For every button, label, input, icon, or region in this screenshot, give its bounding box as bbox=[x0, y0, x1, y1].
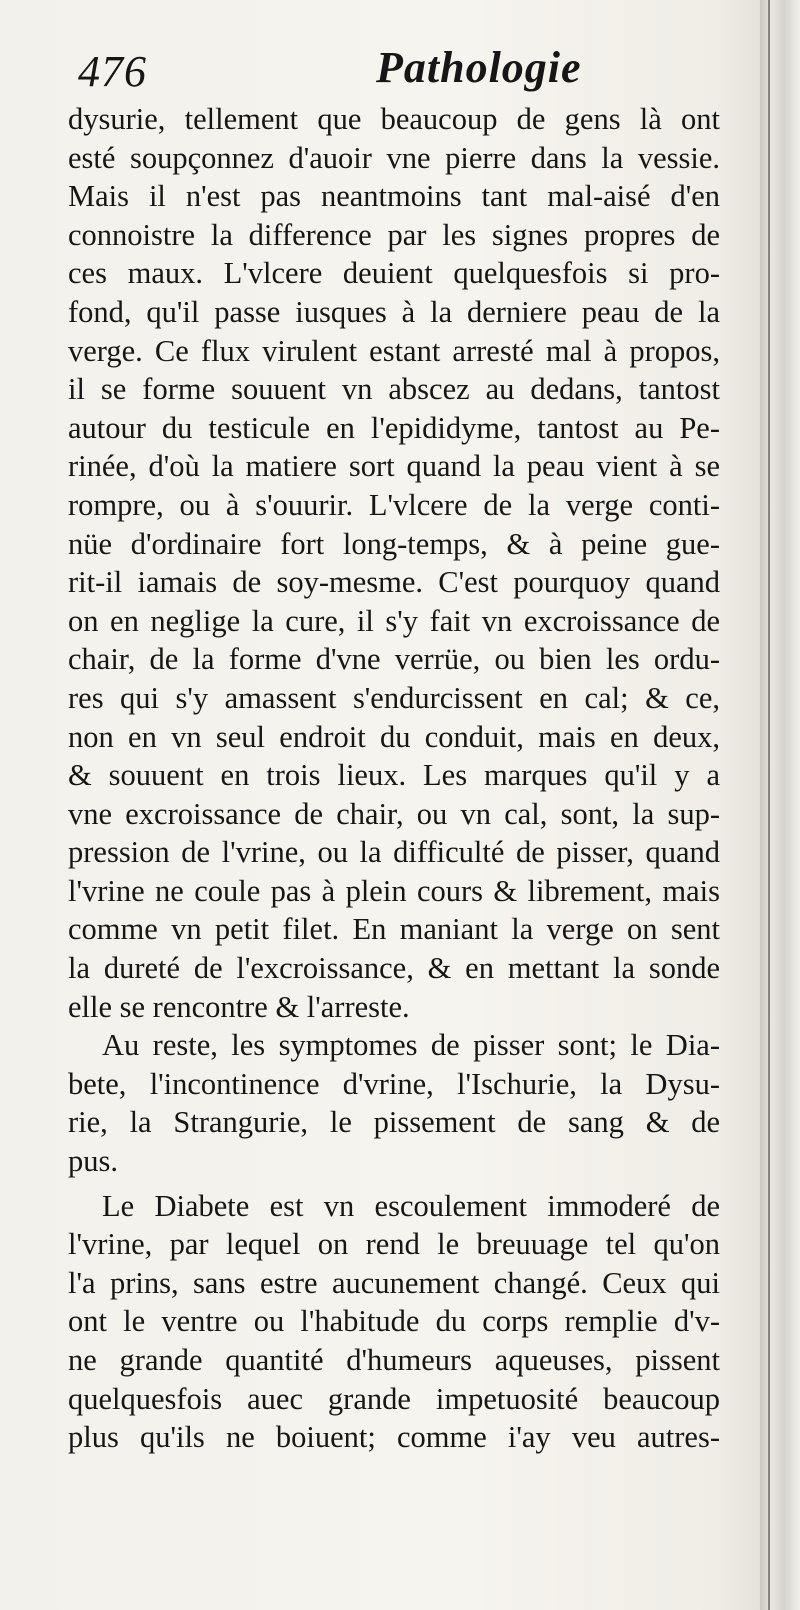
body-text bbox=[68, 100, 720, 1457]
text-line: l'a prins, sans estre aucunement changé. Ceux qui bbox=[68, 1265, 720, 1300]
text-line: ne grande quantité d'humeurs aqueuses, pissent bbox=[68, 1343, 720, 1377]
text-line: la dureté de l'excroissance, & en mettant la sonde bbox=[68, 951, 720, 986]
text-line: il se forme souuent vn abscez au dedans, tantost bbox=[68, 372, 720, 407]
text-line: elle se rencontre & l'arreste. bbox=[68, 989, 410, 1024]
text-line: connoistre la difference par les signes propres de bbox=[68, 217, 720, 252]
page-number: 476 bbox=[78, 47, 147, 96]
text-line: on en neglige la cure, il s'y fait vn excroissance de bbox=[68, 603, 720, 638]
text-line: rit-il iamais de soy-mesme. C'est pourquoy quand bbox=[68, 565, 720, 600]
text-line: dysurie, tellement que beaucoup de gens là ont bbox=[68, 102, 720, 136]
text-line: l'vrine, par lequel on rend le breuuage tel qu'on bbox=[68, 1227, 720, 1262]
text-line: ont le ventre ou l'habitude du corps remplie d'v- bbox=[68, 1304, 720, 1339]
text-line: plus qu'ils ne boiuent; comme i'ay veu autres- bbox=[68, 1420, 720, 1455]
text-line: res qui s'y amassent s'endurcissent en cal; & ce, bbox=[68, 680, 720, 715]
paragraph bbox=[68, 100, 720, 1026]
text-line: & souuent en trois lieux. Les marques qu'il y a bbox=[68, 758, 720, 793]
text-line: l'vrine ne coule pas à plein cours & librement, mais bbox=[68, 873, 720, 908]
adjacent-page-edge bbox=[760, 0, 800, 1610]
text-line: fond, qu'il passe iusques à la derniere peau de la bbox=[68, 294, 720, 329]
paragraph bbox=[68, 1187, 720, 1457]
running-title: Pathologie bbox=[376, 43, 582, 92]
text-line: Mais il n'est pas neantmoins tant mal-aisé d'en bbox=[68, 179, 720, 214]
text-line: ces maux. L'vlcere deuient quelquesfois si pro- bbox=[68, 256, 720, 291]
text-line: nüe d'ordinaire fort long-temps, & à peine gue- bbox=[68, 526, 720, 561]
text-line: verge. Ce flux virulent estant arresté mal à propos, bbox=[68, 333, 720, 368]
text-line: autour du testicule en l'epididyme, tantost au Pe- bbox=[68, 410, 720, 445]
text-line: Au reste, les symptomes de pisser sont; le Dia- bbox=[102, 1028, 720, 1063]
text-line: bete, l'incontinence d'vrine, l'Ischurie, la Dysu- bbox=[68, 1066, 720, 1101]
text-line: quelquesfois auec grande impetuosité beaucoup bbox=[68, 1381, 720, 1416]
gutter-shadow bbox=[768, 0, 770, 1610]
running-head bbox=[78, 38, 718, 98]
text-line: vne excroissance de chair, ou vn cal, sont, la sup- bbox=[68, 796, 720, 831]
text-line: pus. bbox=[68, 1144, 118, 1179]
text-line: pression de l'vrine, ou la difficulté de pisser, quand bbox=[68, 835, 720, 870]
text-line: esté soupçonnez d'auoir vne pierre dans la vessie. bbox=[68, 140, 720, 175]
text-line: rinée, d'où la matiere sort quand la peau vient à se bbox=[68, 449, 720, 484]
text-line: non en vn seul endroit du conduit, mais en deux, bbox=[68, 719, 720, 754]
text-line: rie, la Strangurie, le pissement de sang & de bbox=[68, 1105, 720, 1140]
text-line: chair, de la forme d'vne verrüe, ou bien les ordu- bbox=[68, 642, 720, 677]
text-line: Le Diabete est vn escoulement immoderé de bbox=[102, 1188, 720, 1223]
text-line: rompre, ou à s'ouurir. L'vlcere de la verge conti- bbox=[68, 487, 720, 522]
text-line: comme vn petit filet. En maniant la verge on sent bbox=[68, 912, 720, 947]
paragraph bbox=[68, 1026, 720, 1180]
